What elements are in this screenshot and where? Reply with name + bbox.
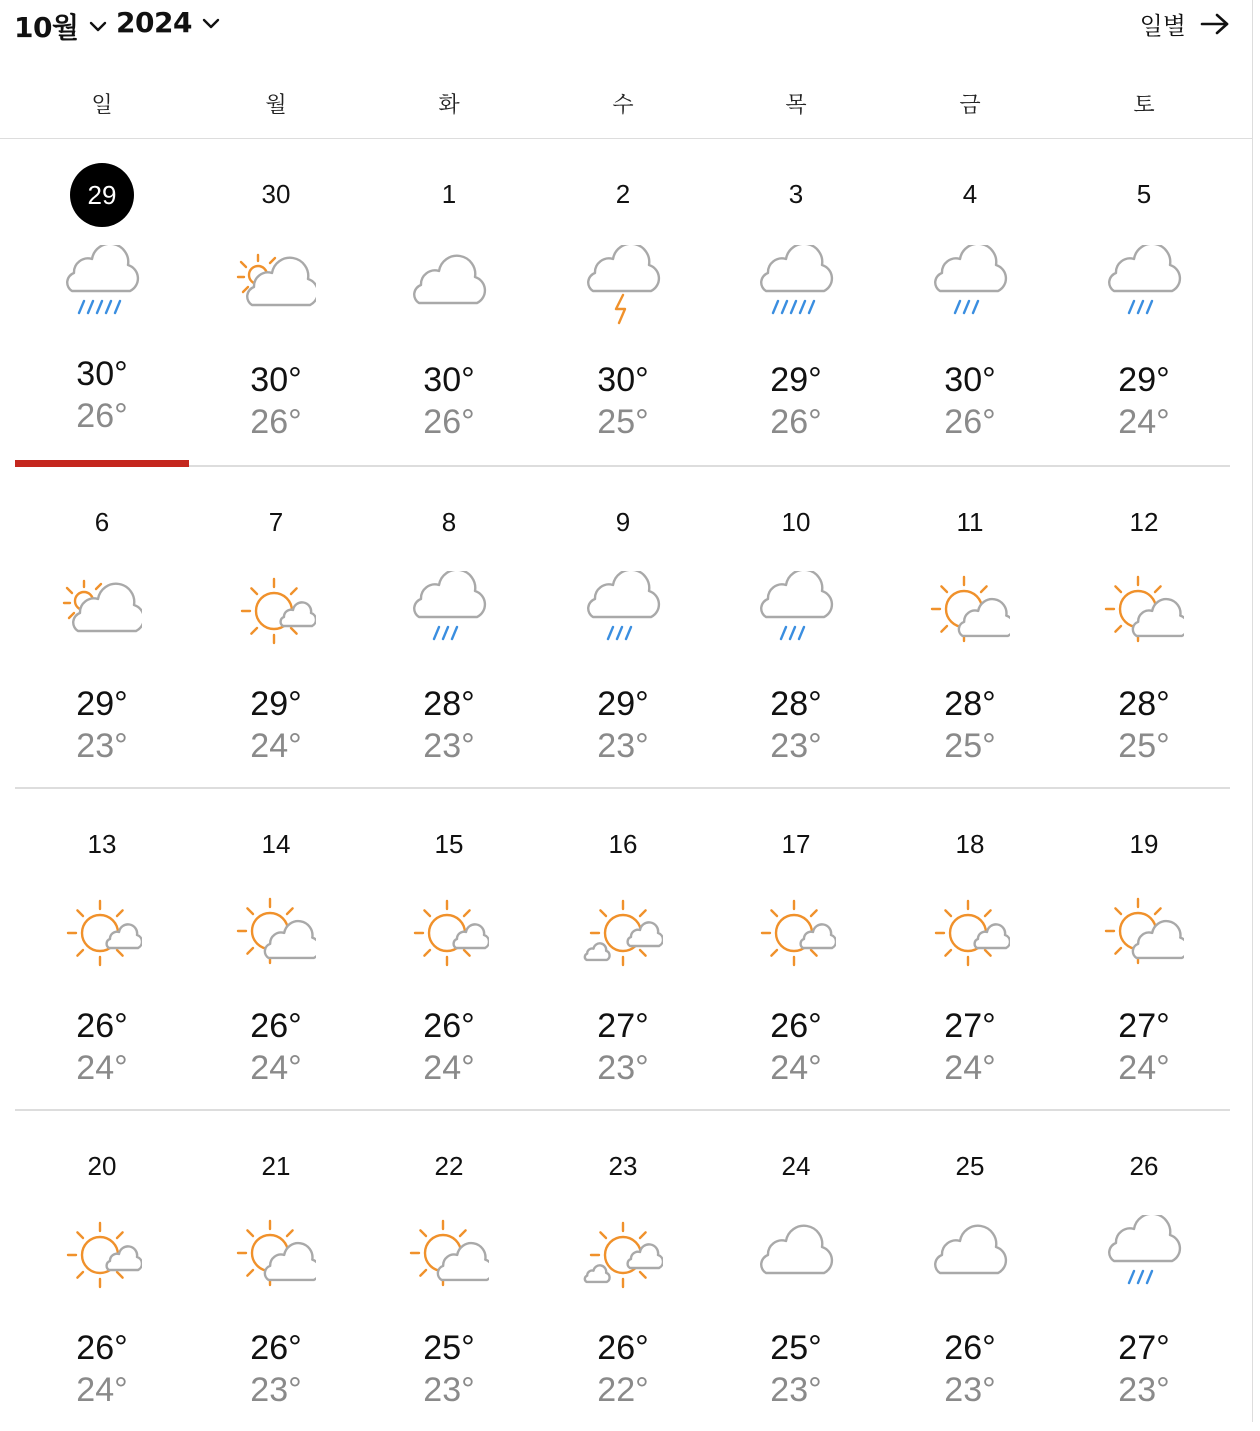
month-dropdown[interactable]: [14, 6, 109, 46]
partly-cloudy-icon: [62, 571, 142, 651]
low-temperature: 23°: [1118, 1371, 1170, 1409]
high-temperature: 26°: [250, 1007, 302, 1045]
low-temperature: 24°: [76, 1049, 128, 1087]
low-temperature: 23°: [597, 727, 649, 765]
heavy-rain-icon: [756, 245, 836, 325]
low-temperature: 24°: [76, 1371, 128, 1409]
sun-cloud-icon: [409, 1215, 489, 1295]
day-number: 12: [1129, 507, 1159, 537]
mostly-sunny-icon: [62, 893, 142, 973]
day-cell[interactable]: [15, 139, 189, 459]
day-number: 3: [788, 179, 804, 209]
cloudy-icon: [756, 1215, 836, 1295]
sun-two-clouds-icon: [583, 1215, 663, 1295]
day-number: 18: [955, 829, 985, 859]
high-temperature: 29°: [1118, 361, 1170, 399]
low-temperature: 25°: [1118, 727, 1170, 765]
day-number: 2: [615, 179, 631, 209]
cloudy-icon: [409, 245, 489, 325]
weekday-thu: 목: [785, 93, 807, 118]
day-number: 30: [261, 179, 291, 209]
day-number: 17: [781, 829, 811, 859]
high-temperature: 28°: [944, 685, 996, 723]
day-number: 11: [956, 507, 984, 537]
day-cell[interactable]: [883, 467, 1057, 787]
rain-icon: [1104, 245, 1184, 325]
chevron-down-icon: [200, 12, 222, 34]
day-number: 22: [434, 1151, 464, 1181]
low-temperature: 25°: [597, 403, 649, 441]
weekday-wed: 수: [612, 93, 634, 118]
high-temperature: 29°: [770, 361, 822, 399]
day-number: 14: [261, 829, 291, 859]
sun-cloud-icon: [930, 571, 1010, 651]
sun-cloud-icon: [1104, 893, 1184, 973]
high-temperature: 26°: [597, 1329, 649, 1367]
cloudy-icon: [930, 1215, 1010, 1295]
low-temperature: 23°: [76, 727, 128, 765]
day-number: 8: [441, 507, 457, 537]
low-temperature: 24°: [770, 1049, 822, 1087]
heavy-rain-icon: [62, 245, 142, 325]
low-temperature: 26°: [76, 397, 128, 435]
low-temperature: 24°: [423, 1049, 475, 1087]
day-number: 7: [268, 507, 284, 537]
year-label: 2024: [116, 6, 192, 39]
high-temperature: 26°: [76, 1007, 128, 1045]
day-cell[interactable]: [1057, 1111, 1231, 1431]
day-number: 25: [955, 1151, 985, 1181]
day-cell[interactable]: [362, 467, 536, 787]
weekday-mon: 월: [265, 93, 287, 118]
high-temperature: 27°: [944, 1007, 996, 1045]
high-temperature: 30°: [423, 361, 475, 399]
thunderstorm-icon: [583, 245, 663, 325]
high-temperature: 30°: [76, 355, 128, 393]
day-cell[interactable]: [15, 789, 189, 1109]
day-cell[interactable]: [536, 139, 710, 459]
high-temperature: 26°: [770, 1007, 822, 1045]
day-cell[interactable]: [189, 1111, 363, 1431]
day-number: 20: [87, 1151, 117, 1181]
day-cell[interactable]: [883, 139, 1057, 459]
high-temperature: 29°: [76, 685, 128, 723]
rain-icon: [756, 571, 836, 651]
month-label: 10월: [14, 11, 79, 44]
day-cell[interactable]: [189, 467, 363, 787]
high-temperature: 30°: [250, 361, 302, 399]
day-cell[interactable]: [709, 1111, 883, 1431]
year-dropdown[interactable]: [116, 6, 222, 39]
high-temperature: 25°: [770, 1329, 822, 1367]
mostly-sunny-icon: [236, 571, 316, 651]
low-temperature: 23°: [597, 1049, 649, 1087]
day-cell[interactable]: [883, 789, 1057, 1109]
chevron-down-icon: [87, 15, 109, 37]
low-temperature: 25°: [944, 727, 996, 765]
day-cell[interactable]: [536, 467, 710, 787]
day-number: 15: [434, 829, 464, 859]
mostly-sunny-icon: [409, 893, 489, 973]
low-temperature: 24°: [250, 727, 302, 765]
low-temperature: 26°: [770, 403, 822, 441]
low-temperature: 24°: [944, 1049, 996, 1087]
low-temperature: 26°: [944, 403, 996, 441]
day-number: 26: [1129, 1151, 1159, 1181]
weekday-fri: 금: [959, 93, 981, 118]
day-number: 5: [1136, 179, 1152, 209]
day-number: 24: [781, 1151, 811, 1181]
day-number: 10: [781, 507, 811, 537]
day-number: 9: [615, 507, 631, 537]
rain-icon: [409, 571, 489, 651]
high-temperature: 30°: [944, 361, 996, 399]
day-number: 19: [1129, 829, 1159, 859]
high-temperature: 30°: [597, 361, 649, 399]
day-cell[interactable]: [362, 139, 536, 459]
day-cell[interactable]: [189, 789, 363, 1109]
low-temperature: 24°: [1118, 1049, 1170, 1087]
weekday-tue: 화: [438, 93, 460, 118]
sun-two-clouds-icon: [583, 893, 663, 973]
mostly-sunny-icon: [62, 1215, 142, 1295]
sun-cloud-icon: [1104, 571, 1184, 651]
day-cell[interactable]: [709, 139, 883, 459]
day-cell[interactable]: [536, 789, 710, 1109]
high-temperature: 27°: [597, 1007, 649, 1045]
calendar-header: [0, 0, 1260, 60]
day-number: 16: [608, 829, 638, 859]
mostly-sunny-icon: [930, 893, 1010, 973]
low-temperature: 23°: [423, 727, 475, 765]
low-temperature: 23°: [250, 1371, 302, 1409]
day-number: 4: [962, 179, 978, 209]
high-temperature: 29°: [597, 685, 649, 723]
day-number: 21: [261, 1151, 291, 1181]
high-temperature: 27°: [1118, 1329, 1170, 1367]
day-number: 1: [441, 179, 457, 209]
day-number: 23: [608, 1151, 638, 1181]
day-cell[interactable]: [15, 467, 189, 787]
low-temperature: 23°: [770, 1371, 822, 1409]
high-temperature: 27°: [1118, 1007, 1170, 1045]
weekday-sun: 일: [91, 93, 113, 118]
today-indicator-bar: [15, 460, 189, 467]
high-temperature: 28°: [1118, 685, 1170, 723]
high-temperature: 26°: [76, 1329, 128, 1367]
low-temperature: 26°: [423, 403, 475, 441]
day-cell[interactable]: [883, 1111, 1057, 1431]
low-temperature: 23°: [423, 1371, 475, 1409]
daily-view-label: 일별: [1139, 12, 1186, 40]
low-temperature: 22°: [597, 1371, 649, 1409]
low-temperature: 24°: [250, 1049, 302, 1087]
day-cell[interactable]: [709, 467, 883, 787]
weekday-header-row: [0, 82, 1252, 139]
weekday-sat: 토: [1133, 93, 1155, 118]
day-cell[interactable]: [189, 139, 363, 459]
day-cell[interactable]: [362, 789, 536, 1109]
high-temperature: 28°: [770, 685, 822, 723]
sun-cloud-icon: [236, 893, 316, 973]
day-cell[interactable]: [1057, 789, 1231, 1109]
daily-view-link[interactable]: [1140, 6, 1230, 41]
day-cell[interactable]: [536, 1111, 710, 1431]
day-cell[interactable]: [1057, 467, 1231, 787]
rain-icon: [1104, 1215, 1184, 1295]
day-number: 13: [87, 829, 117, 859]
high-temperature: 26°: [944, 1329, 996, 1367]
arrow-right-icon: [1200, 12, 1230, 36]
high-temperature: 25°: [423, 1329, 475, 1367]
day-cell[interactable]: [15, 1111, 189, 1431]
day-number: 6: [94, 507, 110, 537]
high-temperature: 29°: [250, 685, 302, 723]
day-cell[interactable]: [1057, 139, 1231, 459]
mostly-sunny-icon: [756, 893, 836, 973]
rain-icon: [583, 571, 663, 651]
high-temperature: 28°: [423, 685, 475, 723]
low-temperature: 23°: [770, 727, 822, 765]
sun-cloud-icon: [236, 1215, 316, 1295]
today-date-badge: 29: [70, 163, 134, 227]
rain-icon: [930, 245, 1010, 325]
low-temperature: 26°: [250, 403, 302, 441]
partly-cloudy-icon: [236, 245, 316, 325]
right-edge-line: [1252, 0, 1253, 1422]
low-temperature: 23°: [944, 1371, 996, 1409]
low-temperature: 24°: [1118, 403, 1170, 441]
day-cell[interactable]: [362, 1111, 536, 1431]
day-cell[interactable]: [709, 789, 883, 1109]
high-temperature: 26°: [423, 1007, 475, 1045]
high-temperature: 26°: [250, 1329, 302, 1367]
